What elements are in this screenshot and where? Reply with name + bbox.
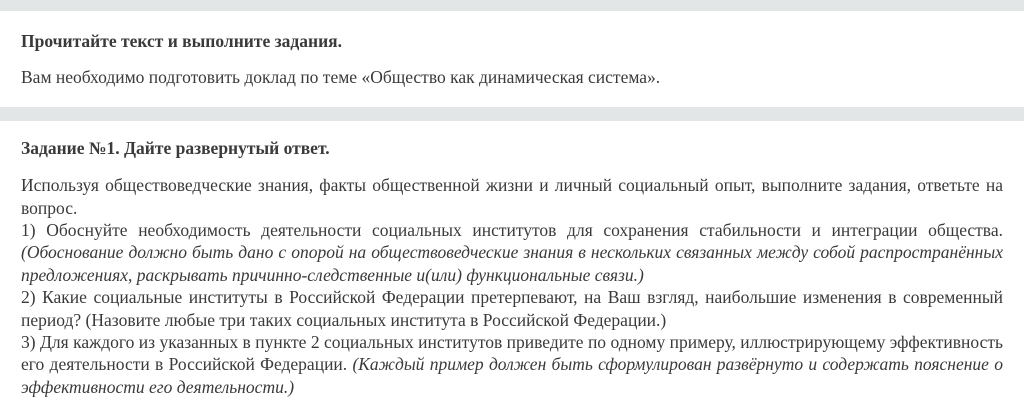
task-intro-paragraph: Используя обществоведческие знания, факты общественной жизни и личный социальный опыт, выполните задания, ответьте на вопрос. [21, 175, 1003, 218]
task-item-3 [21, 331, 1003, 398]
task-item-1-text: 1) Обоснуйте необходимость деятельности социальных институтов для сохранения стабильности и интеграции общества. [21, 220, 1003, 241]
intro-section [0, 11, 1024, 107]
task-section [0, 121, 1024, 413]
task-item-3-note: (Каждый пример должен быть сформулирован развёрнуто и содержать пояснение о эффективности его деятельности.) [21, 354, 1004, 397]
task-item-1 [21, 219, 1003, 286]
task-body [21, 174, 1003, 398]
intro-paragraph: Вам необходимо подготовить доклад по теме «Общество как динамическая система». [21, 67, 661, 88]
task-heading: Задание №1. Дайте развернутый ответ. [21, 137, 330, 158]
task-item-2: 2) Какие социальные институты в Российской Федерации претерпевают, на Ваш взгляд, наибольшие изменения в современный период? (Назовите любые три таких социальных института в Российской Федерации.) [21, 287, 1003, 330]
task-item-3-text: 3) Для каждого из указанных в пункте 2 социальных институтов приведите по одному примеру, иллюстрирующему эффективность его деятельности в Российской Федерации. [21, 332, 1003, 375]
intro-section-heading: Прочитайте текст и выполните задания. [21, 31, 343, 51]
task-item-1-note: (Обоснование должно быть дано с опорой на обществоведческие знания в нескольких связанных между собой распространённых предложениях, раскрывать причинно-следственные и(или) функциональные связи.) [21, 242, 1003, 285]
